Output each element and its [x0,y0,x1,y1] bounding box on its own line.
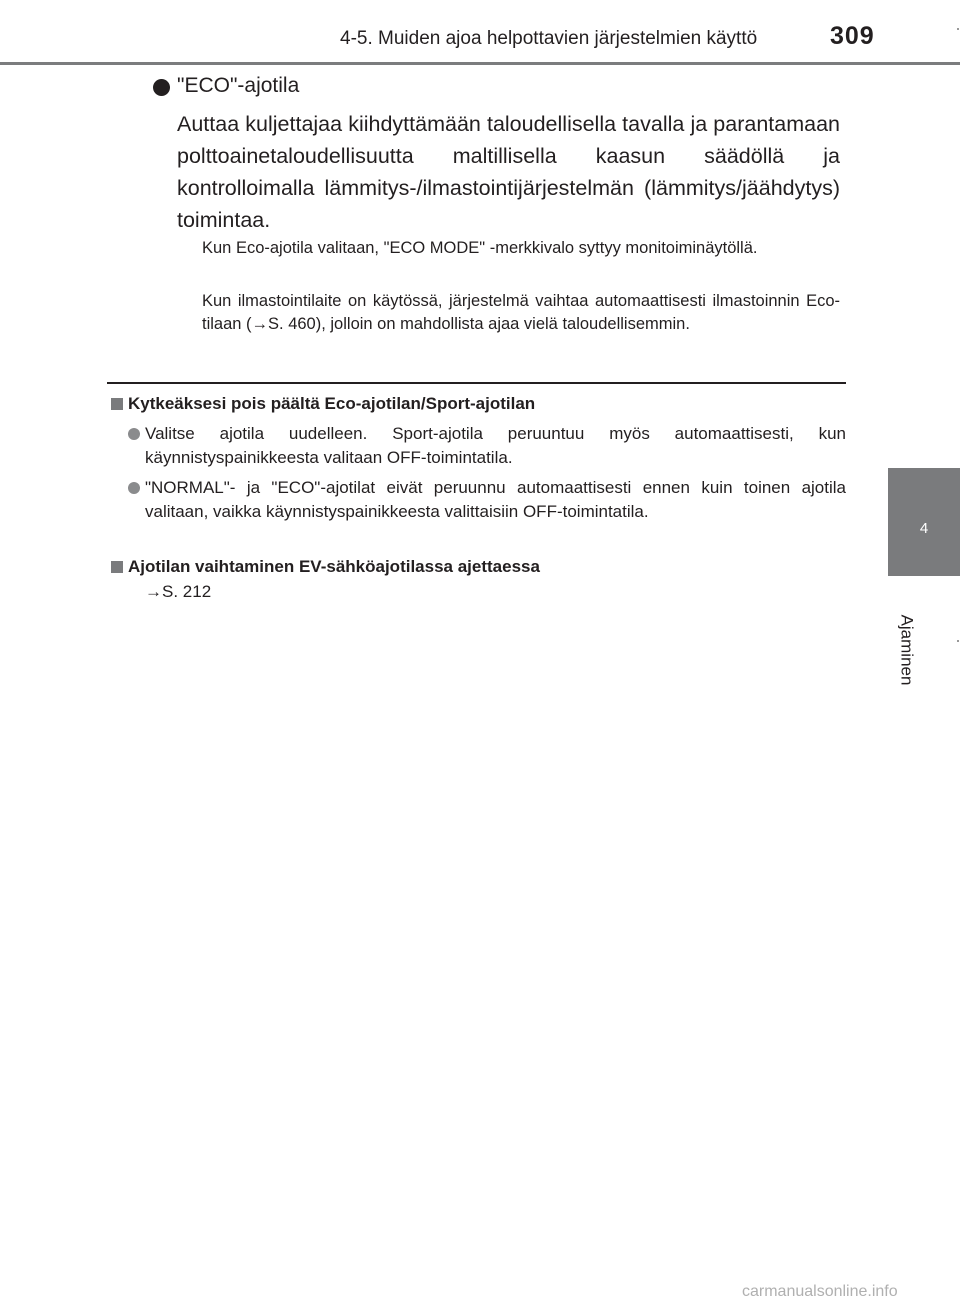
header-divider [0,62,960,65]
page-number: 309 [830,22,875,50]
edge-mark [957,640,959,642]
list-item: Valitse ajotila uudelleen. Sport-ajotila peruuntuu myös automaattisesti, kun käynnistyspainikkeesta valitaan OFF-toimintatila. [145,424,846,467]
chapter-label [883,614,929,686]
square-bullet-icon [111,398,123,410]
bullet-icon [153,79,170,96]
header-title: 4-5. Muiden ajoa helpottavien järjestelmien käyttö [340,28,758,49]
eco-mode-note: Kun Eco-ajotila valitaan, "ECO MODE" -merkkivalo syttyy monitoiminäytöllä. [202,239,758,257]
chapter-number: 4 [919,520,929,537]
section-divider [107,382,846,384]
list-item: "NORMAL"- ja "ECO"-ajotilat eivät peruunnu automaattisesti ennen kuin toinen ajotila valitaan, vaikka käynnistyspainikkeesta valittaisiin OFF-toimintatila. [145,478,846,521]
watermark: carmanualsonline.info [742,1283,898,1300]
eco-mode-description: Auttaa kuljettajaa kiihdyttämään taloudellisella tavalla ja parantamaan polttoainetaloudellisuutta maltillisella kaasun säädöllä ja kontrolloimalla lämmitys-/ilmastointijärjestelmän (lämmitys/jäähdytys) toimintaa. [177,112,840,232]
bullet-icon [128,428,140,440]
page-reference: →S. 212 [145,582,212,601]
chapter-label-text: Ajaminen [897,614,916,686]
eco-mode-heading: "ECO"-ajotila [177,74,300,97]
section-heading: Ajotilan vaihtaminen EV-sähköajotilassa ajettaessa [128,557,540,576]
square-bullet-icon [111,561,123,573]
section-heading: Kytkeäksesi pois päältä Eco-ajotilan/Sport-ajotilan [128,394,536,413]
chapter-tab [888,468,960,576]
edge-mark [957,28,959,30]
eco-mode-note: Kun ilmastointilaite on käytössä, järjestelmä vaihtaa automaattisesti ilmastoinnin Eco-tilaan (→S. 460), jolloin on mahdollista ajaa vielä taloudellisemmin. [202,292,840,333]
bullet-icon [128,482,140,494]
